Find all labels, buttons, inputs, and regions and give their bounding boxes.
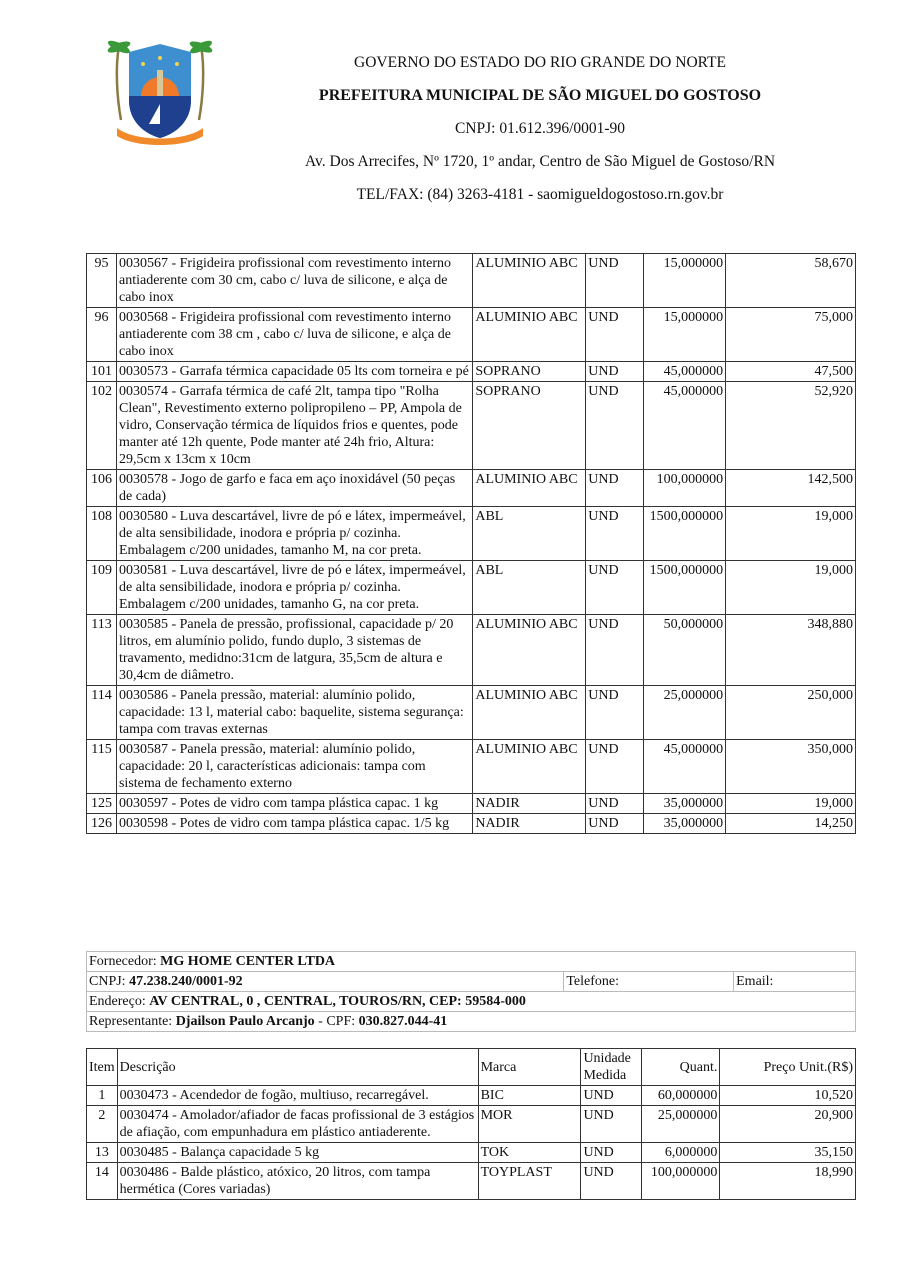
item-description: 0030581 - Luva descartável, livre de pó e látex, impermeável, de alta sensibilidade, inodora e própria p/ cozinha. Embalagem c/200 unidades, tamanho G, na cor preta. xyxy=(116,561,472,615)
supplier-address: AV CENTRAL, 0 , CENTRAL, TOUROS/RN, CEP: 59584-000 xyxy=(149,994,526,1009)
item-brand: ALUMINIO ABC xyxy=(473,308,586,362)
col-unidade: Unidade Medida xyxy=(581,1049,642,1086)
table-row xyxy=(87,814,856,834)
item-unit: UND xyxy=(581,1086,642,1106)
item-unit: UND xyxy=(586,814,644,834)
table-row xyxy=(87,254,856,308)
table-row xyxy=(87,362,856,382)
item-unit: UND xyxy=(586,470,644,507)
item-unit: UND xyxy=(581,1143,642,1163)
header-cnpj: CNPJ: 01.612.396/0001-90 xyxy=(454,120,626,137)
item-quantity: 45,000000 xyxy=(644,382,726,470)
item-quantity: 45,000000 xyxy=(644,740,726,794)
item-number: 101 xyxy=(87,362,117,382)
supplier-telefone-label: Telefone: xyxy=(564,972,734,992)
item-unit: UND xyxy=(586,561,644,615)
item-quantity: 35,000000 xyxy=(644,814,726,834)
supplier-info xyxy=(86,951,856,1032)
header-prefeitura: PREFEITURA MUNICIPAL DE SÃO MIGUEL DO GOSTOSO xyxy=(318,87,762,104)
item-quantity: 35,000000 xyxy=(644,794,726,814)
item-brand: NADIR xyxy=(473,814,586,834)
item-unit-price: 47,500 xyxy=(726,362,856,382)
item-number: 13 xyxy=(87,1143,118,1163)
header-contact: TEL/FAX: (84) 3263-4181 - saomigueldogostoso.rn.gov.br xyxy=(356,186,724,203)
supplier-items-table xyxy=(86,1048,856,1200)
item-description: 0030485 - Balança capacidade 5 kg xyxy=(117,1143,478,1163)
item-unit: UND xyxy=(586,615,644,686)
supplier-name: MG HOME CENTER LTDA xyxy=(160,954,336,969)
item-brand: ALUMINIO ABC xyxy=(473,254,586,308)
item-number: 1 xyxy=(87,1086,118,1106)
item-unit: UND xyxy=(586,254,644,308)
item-brand: TOYPLAST xyxy=(478,1163,581,1200)
item-brand: SOPRANO xyxy=(473,382,586,470)
header-government: GOVERNO DO ESTADO DO RIO GRANDE DO NORTE xyxy=(354,54,726,71)
item-unit-price: 348,880 xyxy=(726,615,856,686)
supplier-email-label: Email: xyxy=(734,972,856,992)
item-unit: UND xyxy=(586,382,644,470)
item-unit-price: 52,920 xyxy=(726,382,856,470)
supplier-representative-row xyxy=(87,1012,856,1032)
item-quantity: 1500,000000 xyxy=(644,561,726,615)
item-description: 0030473 - Acendedor de fogão, multiuso, recarregável. xyxy=(117,1086,478,1106)
item-brand: ABL xyxy=(473,561,586,615)
item-description: 0030567 - Frigideira profissional com revestimento interno antiaderente com 30 cm, cabo c/ luva de silicone, e alça de cabo inox xyxy=(116,254,472,308)
col-quant: Quant. xyxy=(642,1049,720,1086)
col-marca: Marca xyxy=(478,1049,581,1086)
item-unit: UND xyxy=(586,308,644,362)
item-brand: ALUMINIO ABC xyxy=(473,740,586,794)
item-description: 0030574 - Garrafa térmica de café 2lt, tampa tipo "Rolha Clean", Revestimento externo polipropileno – PP, Ampola de vidro, Conservação térmica de líquidos frios e quentes, pode manter até 12h quente, Pode manter até 24h frio, Altura: 29,5cm x 13cm x 10cm xyxy=(116,382,472,470)
item-unit-price: 142,500 xyxy=(726,470,856,507)
item-unit-price: 14,250 xyxy=(726,814,856,834)
item-quantity: 25,000000 xyxy=(642,1106,720,1143)
table-row xyxy=(87,507,856,561)
item-quantity: 15,000000 xyxy=(644,308,726,362)
item-brand: SOPRANO xyxy=(473,362,586,382)
item-brand: ALUMINIO ABC xyxy=(473,686,586,740)
table-row xyxy=(87,382,856,470)
item-description: 0030580 - Luva descartável, livre de pó e látex, impermeável, de alta sensibilidade, inodora e própria p/ cozinha. Embalagem c/200 unidades, tamanho M, na cor preta. xyxy=(116,507,472,561)
supplier-cnpj-label: CNPJ: xyxy=(89,974,126,989)
item-quantity: 6,000000 xyxy=(642,1143,720,1163)
item-number: 95 xyxy=(87,254,117,308)
item-number: 109 xyxy=(87,561,117,615)
table-row xyxy=(87,1106,856,1143)
item-unit-price: 20,900 xyxy=(720,1106,856,1143)
item-description: 0030474 - Amolador/afiador de facas profissional de 3 estágios de afiação, com empunhadura em plástico antiaderente. xyxy=(117,1106,478,1143)
item-quantity: 100,000000 xyxy=(642,1163,720,1200)
item-quantity: 25,000000 xyxy=(644,686,726,740)
item-brand: ALUMINIO ABC xyxy=(473,470,586,507)
item-unit-price: 350,000 xyxy=(726,740,856,794)
coat-of-arms-logo xyxy=(105,38,215,148)
table-row xyxy=(87,1163,856,1200)
item-description: 0030586 - Panela pressão, material: alumínio polido, capacidade: 13 l, material cabo: baquelite, sistema segurança: tampa com travas externas xyxy=(116,686,472,740)
item-number: 102 xyxy=(87,382,117,470)
item-brand: BIC xyxy=(478,1086,581,1106)
supplier-address-row xyxy=(87,992,856,1012)
representative-label: Representante: xyxy=(89,1014,173,1029)
item-description: 0030486 - Balde plástico, atóxico, 20 litros, com tampa hermética (Cores variadas) xyxy=(117,1163,478,1200)
item-description: 0030585 - Panela de pressão, profissional, capacidade p/ 20 litros, em alumínio polido, fundo duplo, 3 sistemas de travamento, medidno:31cm de latgura, 35,5cm de altura e 30,4cm de diâmetro. xyxy=(116,615,472,686)
supplier-cnpj: 47.238.240/0001-92 xyxy=(129,974,243,989)
item-number: 113 xyxy=(87,615,117,686)
item-quantity: 15,000000 xyxy=(644,254,726,308)
supplier-cnpj-row xyxy=(87,972,856,992)
item-number: 125 xyxy=(87,794,117,814)
table-row xyxy=(87,615,856,686)
item-unit: UND xyxy=(586,740,644,794)
item-brand: MOR xyxy=(478,1106,581,1143)
supplier-name-label: Fornecedor: xyxy=(89,954,157,969)
item-unit-price: 10,520 xyxy=(720,1086,856,1106)
item-brand: NADIR xyxy=(473,794,586,814)
item-unit: UND xyxy=(586,507,644,561)
item-description: 0030597 - Potes de vidro com tampa plástica capac. 1 kg xyxy=(116,794,472,814)
item-quantity: 50,000000 xyxy=(644,615,726,686)
item-unit: UND xyxy=(586,362,644,382)
representative-name: Djailson Paulo Arcanjo xyxy=(175,1014,315,1029)
item-brand: ALUMINIO ABC xyxy=(473,615,586,686)
item-description: 0030598 - Potes de vidro com tampa plástica capac. 1/5 kg xyxy=(116,814,472,834)
col-descricao: Descrição xyxy=(117,1049,478,1086)
item-unit: UND xyxy=(586,686,644,740)
item-brand: TOK xyxy=(478,1143,581,1163)
item-quantity: 1500,000000 xyxy=(644,507,726,561)
item-unit: UND xyxy=(586,794,644,814)
item-unit-price: 19,000 xyxy=(726,794,856,814)
item-number: 108 xyxy=(87,507,117,561)
item-unit: UND xyxy=(581,1163,642,1200)
item-description: 0030568 - Frigideira profissional com revestimento interno antiaderente com 38 cm , cabo c/ luva de silicone, e alça de cabo inox xyxy=(116,308,472,362)
cpf-label: - CPF: xyxy=(318,1014,356,1029)
table-row xyxy=(87,1086,856,1106)
item-number: 2 xyxy=(87,1106,118,1143)
item-unit-price: 58,670 xyxy=(726,254,856,308)
table-row xyxy=(87,686,856,740)
item-unit-price: 18,990 xyxy=(720,1163,856,1200)
item-quantity: 100,000000 xyxy=(644,470,726,507)
item-unit: UND xyxy=(581,1106,642,1143)
item-description: 0030587 - Panela pressão, material: alumínio polido, capacidade: 20 l, características adicionais: tampa com sistema de fechamento externo xyxy=(116,740,472,794)
item-quantity: 60,000000 xyxy=(642,1086,720,1106)
item-number: 114 xyxy=(87,686,117,740)
item-number: 126 xyxy=(87,814,117,834)
supplier-address-label: Endereço: xyxy=(89,994,146,1009)
item-number: 106 xyxy=(87,470,117,507)
item-number: 14 xyxy=(87,1163,118,1200)
item-description: 0030573 - Garrafa térmica capacidade 05 lts com torneira e pé xyxy=(116,362,472,382)
table-row xyxy=(87,1143,856,1163)
item-unit-price: 35,150 xyxy=(720,1143,856,1163)
header-address: Av. Dos Arrecifes, Nº 1720, 1º andar, Centro de São Miguel de Gostoso/RN xyxy=(304,153,776,170)
supplier-name-row xyxy=(87,952,856,972)
table-row xyxy=(87,470,856,507)
item-unit-price: 250,000 xyxy=(726,686,856,740)
col-item: Item xyxy=(87,1049,118,1086)
item-unit-price: 75,000 xyxy=(726,308,856,362)
item-brand: ABL xyxy=(473,507,586,561)
table-row xyxy=(87,561,856,615)
table-header-row xyxy=(87,1049,856,1086)
item-number: 115 xyxy=(87,740,117,794)
item-description: 0030578 - Jogo de garfo e faca em aço inoxidável (50 peças de cada) xyxy=(116,470,472,507)
item-unit-price: 19,000 xyxy=(726,561,856,615)
table-row xyxy=(87,308,856,362)
item-quantity: 45,000000 xyxy=(644,362,726,382)
items-table-continued xyxy=(86,253,856,834)
item-unit-price: 19,000 xyxy=(726,507,856,561)
table-row xyxy=(87,740,856,794)
col-preco: Preço Unit.(R$) xyxy=(720,1049,856,1086)
table-row xyxy=(87,794,856,814)
item-number: 96 xyxy=(87,308,117,362)
representative-cpf: 030.827.044-41 xyxy=(358,1014,448,1029)
